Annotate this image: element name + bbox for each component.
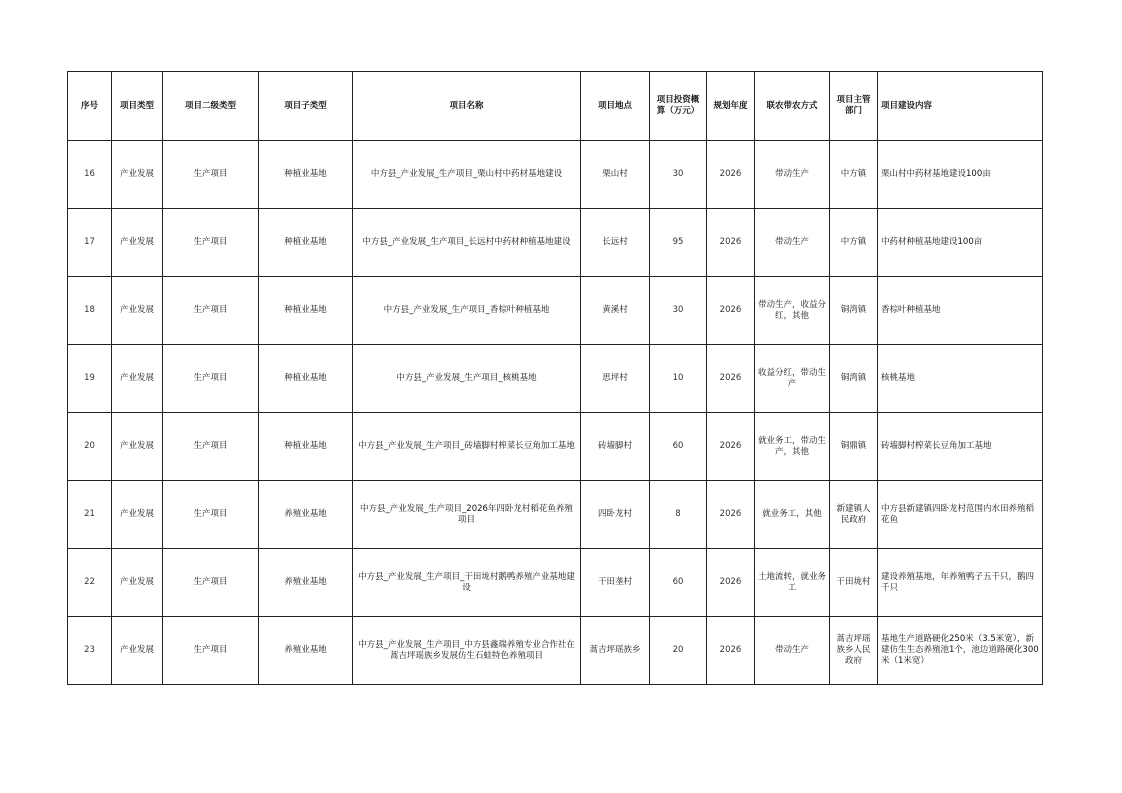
cell-subtype: 养殖业基地: [259, 481, 353, 549]
cell-budget: 60: [650, 413, 707, 481]
cell-type: 产业发展: [112, 549, 163, 617]
table-row: [68, 413, 1043, 481]
cell-subtype: 种植业基地: [259, 209, 353, 277]
cell-type: 产业发展: [112, 209, 163, 277]
col-header-type: 项目类型: [112, 72, 163, 141]
header-row: [68, 72, 1043, 141]
cell-subtype: 种植业基地: [259, 141, 353, 209]
cell-year: 2026: [707, 481, 755, 549]
col-header-location: 项目地点: [581, 72, 650, 141]
table-row: [68, 549, 1043, 617]
cell-budget: 10: [650, 345, 707, 413]
cell-type: 产业发展: [112, 277, 163, 345]
cell-linkage: 带动生产: [755, 141, 830, 209]
cell-dept: 铜湾镇: [830, 277, 878, 345]
cell-content: 中方县新建镇四卧龙村范围内水田养殖稻花鱼: [878, 481, 1043, 549]
cell-level2: 生产项目: [163, 277, 259, 345]
cell-content: 基地生产道路硬化250米（3.5米宽），新建仿生生态养殖池1个，池边道路硬化300米（1米宽）: [878, 617, 1043, 685]
cell-linkage: 收益分红，带动生产: [755, 345, 830, 413]
cell-content: 栗山村中药材基地建设100亩: [878, 141, 1043, 209]
cell-name: 中方县_产业发展_生产项目_长远村中药材种植基地建设: [353, 209, 581, 277]
col-header-name: 项目名称: [353, 72, 581, 141]
table-row: [68, 481, 1043, 549]
cell-budget: 30: [650, 277, 707, 345]
cell-seq: 23: [68, 617, 112, 685]
cell-type: 产业发展: [112, 617, 163, 685]
col-header-content: 项目建设内容: [878, 72, 1043, 141]
cell-linkage: 土地流转，就业务工: [755, 549, 830, 617]
project-table: [67, 71, 1043, 685]
cell-year: 2026: [707, 277, 755, 345]
cell-seq: 19: [68, 345, 112, 413]
cell-subtype: 养殖业基地: [259, 617, 353, 685]
cell-content: 建设养殖基地，年养殖鸭子五千只，鹅四千只: [878, 549, 1043, 617]
cell-dept: 中方镇: [830, 209, 878, 277]
cell-seq: 16: [68, 141, 112, 209]
cell-budget: 60: [650, 549, 707, 617]
cell-seq: 22: [68, 549, 112, 617]
cell-budget: 20: [650, 617, 707, 685]
cell-location: 蒿吉坪瑶族乡: [581, 617, 650, 685]
cell-year: 2026: [707, 209, 755, 277]
cell-budget: 30: [650, 141, 707, 209]
cell-name: 中方县_产业发展_生产项目_砖墙脚村榨菜长豆角加工基地: [353, 413, 581, 481]
cell-type: 产业发展: [112, 413, 163, 481]
cell-linkage: 带动生产: [755, 617, 830, 685]
cell-dept: 中方镇: [830, 141, 878, 209]
cell-name: 中方县_产业发展_生产项目_香棕叶种植基地: [353, 277, 581, 345]
cell-type: 产业发展: [112, 141, 163, 209]
cell-location: 四卧龙村: [581, 481, 650, 549]
cell-type: 产业发展: [112, 481, 163, 549]
cell-seq: 21: [68, 481, 112, 549]
cell-linkage: 带动生产: [755, 209, 830, 277]
cell-location: 砖墙脚村: [581, 413, 650, 481]
cell-linkage: 就业务工，带动生产，其他: [755, 413, 830, 481]
col-header-subtype: 项目子类型: [259, 72, 353, 141]
table-row: [68, 277, 1043, 345]
cell-seq: 17: [68, 209, 112, 277]
cell-name: 中方县_产业发展_生产项目_2026年四卧龙村稻花鱼养殖项目: [353, 481, 581, 549]
cell-location: 长远村: [581, 209, 650, 277]
cell-seq: 20: [68, 413, 112, 481]
cell-level2: 生产项目: [163, 617, 259, 685]
cell-location: 干田垄村: [581, 549, 650, 617]
col-header-budget: 项目投资概算（万元）: [650, 72, 707, 141]
cell-level2: 生产项目: [163, 141, 259, 209]
cell-dept: 铜湾镇: [830, 345, 878, 413]
cell-subtype: 养殖业基地: [259, 549, 353, 617]
cell-location: 黄溪村: [581, 277, 650, 345]
cell-budget: 95: [650, 209, 707, 277]
table-row: [68, 141, 1043, 209]
col-header-linkage: 联农带农方式: [755, 72, 830, 141]
cell-subtype: 种植业基地: [259, 345, 353, 413]
col-header-level2: 项目二级类型: [163, 72, 259, 141]
cell-name: 中方县_产业发展_生产项目_栗山村中药材基地建设: [353, 141, 581, 209]
cell-year: 2026: [707, 345, 755, 413]
col-header-year: 规划年度: [707, 72, 755, 141]
col-header-dept: 项目主管部门: [830, 72, 878, 141]
cell-content: 砖墙脚村榨菜长豆角加工基地: [878, 413, 1043, 481]
cell-content: 香棕叶种植基地: [878, 277, 1043, 345]
cell-dept: 蒿吉坪瑶族乡人民政府: [830, 617, 878, 685]
cell-linkage: 带动生产，收益分红，其他: [755, 277, 830, 345]
cell-subtype: 种植业基地: [259, 277, 353, 345]
cell-year: 2026: [707, 617, 755, 685]
cell-location: 思坪村: [581, 345, 650, 413]
table-row: [68, 209, 1043, 277]
cell-year: 2026: [707, 549, 755, 617]
col-header-seq: 序号: [68, 72, 112, 141]
cell-type: 产业发展: [112, 345, 163, 413]
cell-year: 2026: [707, 141, 755, 209]
cell-level2: 生产项目: [163, 413, 259, 481]
cell-dept: 铜鼎镇: [830, 413, 878, 481]
cell-dept: 干田垅村: [830, 549, 878, 617]
cell-location: 栗山村: [581, 141, 650, 209]
table-row: [68, 345, 1043, 413]
cell-content: 核桃基地: [878, 345, 1043, 413]
cell-level2: 生产项目: [163, 345, 259, 413]
table-body: [68, 141, 1043, 685]
cell-seq: 18: [68, 277, 112, 345]
cell-name: 中方县_产业发展_生产项目_中方县鑫瑞养殖专业合作社在蒿吉坪瑶族乡发展仿生石蛙特色养殖项目: [353, 617, 581, 685]
cell-name: 中方县_产业发展_生产项目_核桃基地: [353, 345, 581, 413]
cell-subtype: 种植业基地: [259, 413, 353, 481]
cell-content: 中药材种植基地建设100亩: [878, 209, 1043, 277]
cell-level2: 生产项目: [163, 209, 259, 277]
cell-name: 中方县_产业发展_生产项目_干田垅村鹅鸭养殖产业基地建设: [353, 549, 581, 617]
cell-budget: 8: [650, 481, 707, 549]
cell-level2: 生产项目: [163, 549, 259, 617]
cell-dept: 新建镇人民政府: [830, 481, 878, 549]
cell-level2: 生产项目: [163, 481, 259, 549]
table-row: [68, 617, 1043, 685]
cell-linkage: 就业务工，其他: [755, 481, 830, 549]
cell-year: 2026: [707, 413, 755, 481]
